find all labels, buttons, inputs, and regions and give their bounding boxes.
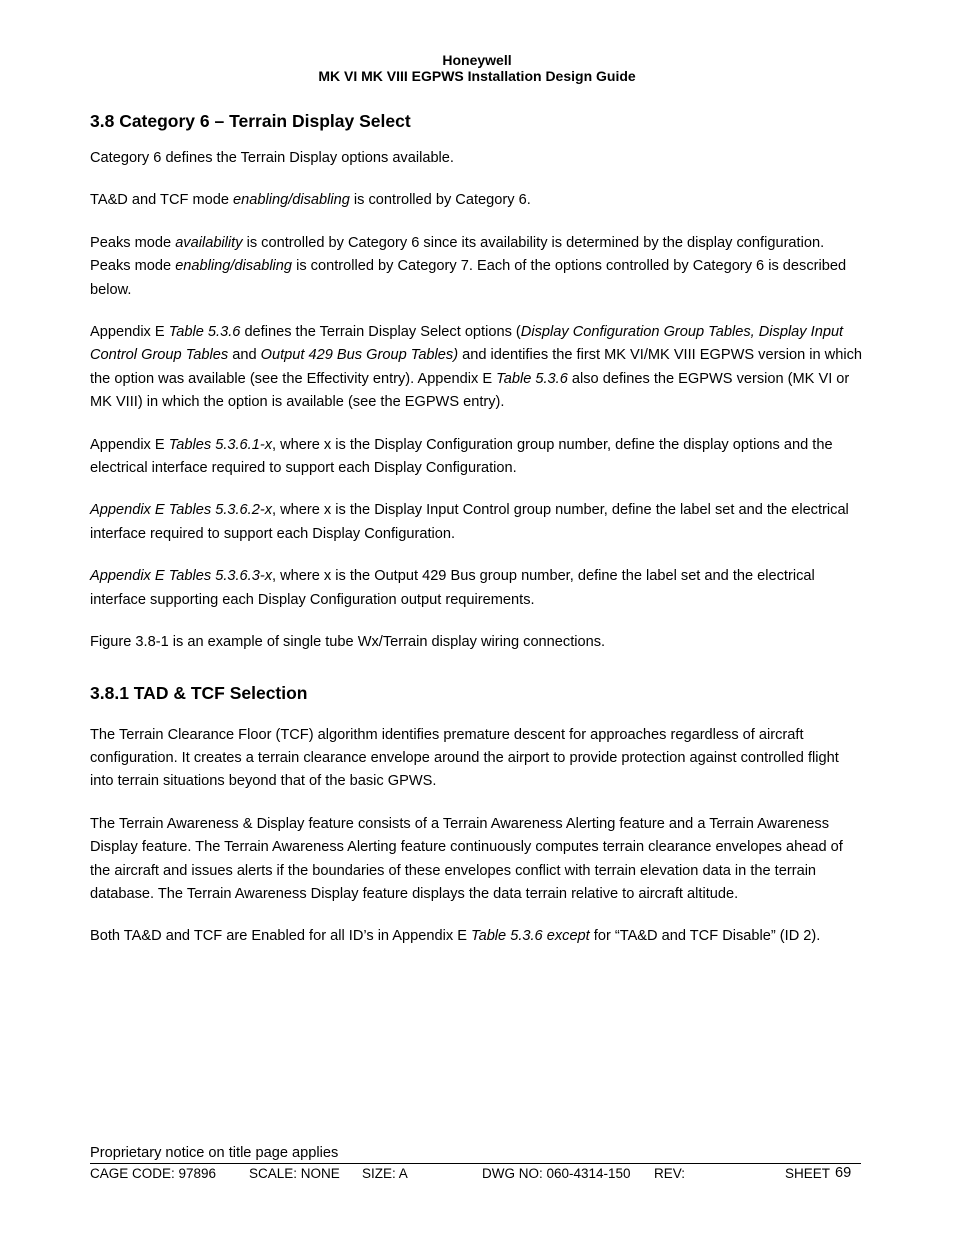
section-paragraph-1: Category 6 defines the Terrain Display options available.	[90, 150, 454, 166]
drawing-number: DWG NO: 060-4314-150	[482, 1166, 631, 1181]
section-paragraph-7: Appendix E Tables 5.3.6.3-x, where x is the Output 429 Bus group number, define the label set and the electrical interface supporting each Display Configuration output requirements.	[90, 568, 815, 608]
section-paragraph-3: Peaks mode availability is controlled by Category 6 since its availability is determined by the display configuration. Peaks mode enabling/disabling is controlled by Category 7. Each of the options controlled by Category 6 is described below.	[90, 234, 847, 298]
scale: SCALE: NONE	[249, 1166, 340, 1181]
size: SIZE: A	[362, 1166, 408, 1181]
proprietary-notice: Proprietary notice on title page applies	[90, 1145, 339, 1161]
header-company: Honeywell	[442, 52, 512, 68]
section-paragraph-2: TA&D and TCF mode enabling/disabling is controlled by Category 6.	[90, 192, 531, 209]
subsection-paragraph-1: The Terrain Clearance Floor (TCF) algorithm identifies premature descent for approaches regardless of aircraft configuration. It creates a terrain clearance envelope around the airport to provide protection against controlled flight into terrain situations beyond that of the basic GPWS.	[90, 726, 839, 790]
subsection-paragraph-2: The Terrain Awareness & Display feature consists of a Terrain Awareness Alerting feature and a Terrain Awareness Display feature. The Terrain Awareness Alerting feature continuously computes terrain clearance envelopes ahead of the aircraft and issues alerts if the boundaries of these envelopes conflict with terrain elevation data in the terrain database. The Terrain Awareness Display feature displays the data terrain relative to aircraft altitude.	[90, 815, 843, 902]
sheet-label: SHEET	[785, 1166, 831, 1181]
section-heading: 3.8 Category 6 – Terrain Display Select	[90, 111, 411, 131]
section-paragraph-8: Figure 3.8-1 is an example of single tube Wx/Terrain display wiring connections.	[90, 634, 606, 651]
section-paragraph-6: Appendix E Tables 5.3.6.2-x, where x is the Display Input Control group number, define the label set and the electrical interface required to support each Display Configuration.	[90, 502, 849, 542]
page-header	[0, 52, 954, 84]
sheet-number: 69	[835, 1165, 852, 1181]
section-paragraph-5: Appendix E Tables 5.3.6.1-x, where x is the Display Configuration group number, define the display options and the electrical interface required to support each Display Configuration.	[90, 436, 833, 477]
subsection-heading: 3.8.1 TAD & TCF Selection	[90, 682, 308, 703]
footer-info-row	[90, 1164, 861, 1182]
revision: REV:	[654, 1166, 686, 1181]
cage-code: CAGE CODE: 97896	[90, 1166, 217, 1181]
page-body	[90, 110, 866, 949]
subsection-paragraph-3: Both TA&D and TCF are Enabled for all ID’s in Appendix E Table 5.3.6 except for “TA&D and TCF Disable” (ID 2).	[90, 928, 821, 945]
header-title: MK VI MK VIII EGPWS Installation Design Guide	[318, 68, 636, 84]
page-footer	[90, 1144, 861, 1182]
section-paragraph-4: Appendix E Table 5.3.6 defines the Terrain Display Select options (Display Configuration Group Tables, Display Input Control Group Tables and Output 429 Bus Group Tables) and identifies the first MK VI/MK VIII EGPWS version in which the option was available (see the Effectivity entry). Appendix E Table 5.3.6 also defines the EGPWS version (MK VI or MK VIII) in which the option is available (see the EGPWS entry).	[90, 324, 862, 411]
